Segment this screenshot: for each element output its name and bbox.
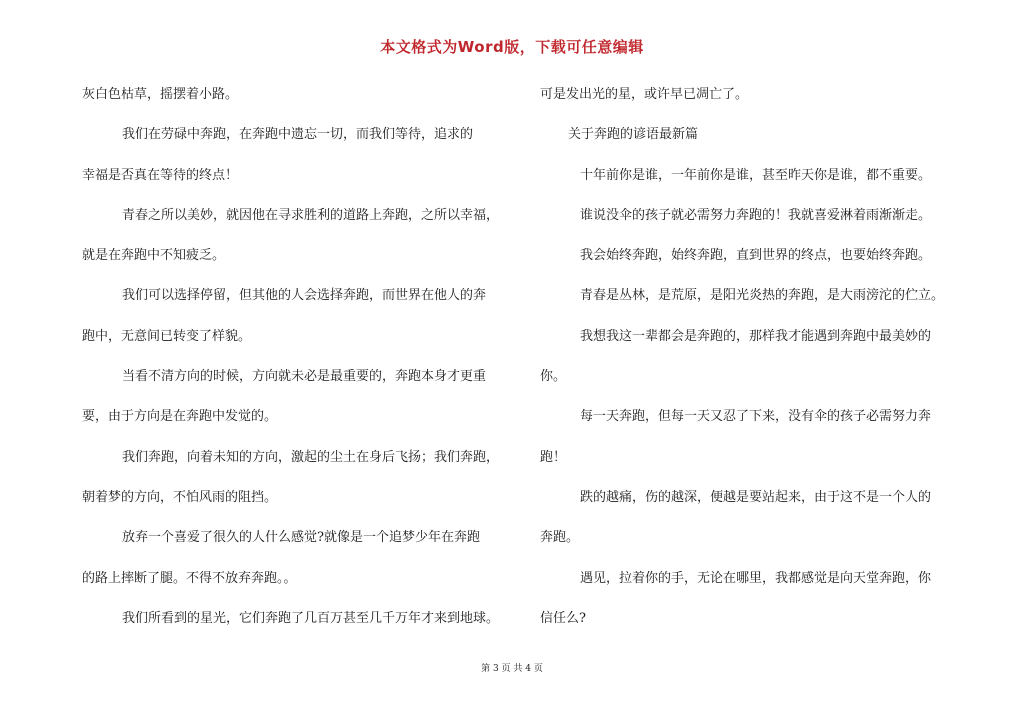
text-line: 我想我这一辈都会是奔跑的，那样我才能遇到奔跑中最美妙的 (580, 328, 932, 344)
document-banner: 本文格式为Word版，下载可任意编辑 (380, 38, 644, 56)
text-line: 你。 (540, 369, 567, 385)
text-line: 我们可以选择停留，但其他的人会选择奔跑，而世界在他人的奔 (122, 288, 487, 304)
text-line: 跌的越痛，伤的越深，便越是要站起来，由于这不是一个人的 (580, 489, 932, 505)
text-line: 当看不清方向的时候，方向就未必是最重要的，奔跑本身才更重 (122, 369, 487, 385)
text-line: 我们所看到的星光，它们奔跑了几百万甚至几千万年才来到地球。 (122, 610, 500, 626)
text-line: 十年前你是谁，一年前你是谁，甚至昨天你是谁，都不重要。 (580, 167, 932, 183)
text-line: 信任么? (540, 610, 586, 626)
text-line: 奔跑。 (540, 530, 580, 546)
text-line: 谁说没伞的孩子就必需努力奔跑的！我就喜爱淋着雨渐渐走。 (580, 207, 932, 223)
right-column (540, 79, 980, 643)
text-line: 跑！ (540, 449, 567, 465)
text-line: 灰白色枯草，摇摆着小路。 (82, 87, 239, 102)
text-line: 我们奔跑，向着未知的方向，激起的尘土在身后飞扬；我们奔跑， (122, 449, 500, 465)
text-line: 跑中，无意间已转变了样貌。 (82, 328, 252, 344)
text-line: 青春之所以美妙，就因他在寻求胜利的道路上奔跑，之所以幸福， (122, 207, 500, 223)
text-line: 我会始终奔跑，始终奔跑，直到世界的终点，也要始终奔跑。 (580, 248, 932, 264)
text-line: 我们在劳碌中奔跑，在奔跑中遗忘一切，而我们等待，追求的 (122, 127, 474, 143)
text-line: 每一天奔跑，但每一天又忍了下来，没有伞的孩子必需努力奔 (580, 409, 932, 425)
text-line: 可是发出光的星，或许早已凋亡了。 (540, 87, 749, 102)
left-column (82, 79, 522, 643)
text-line: 朝着梦的方向，不怕风雨的阻挡。 (82, 489, 278, 505)
text-line: 要，由于方向是在奔跑中发觉的。 (82, 409, 278, 425)
section-heading: 关于奔跑的谚语最新篇 (568, 127, 699, 143)
text-line: 青春是丛林，是荒原，是阳光炎热的奔跑，是大雨滂沱的伫立。 (580, 288, 945, 304)
text-line: 放弃一个喜爱了很久的人什么感觉?就像是一个追梦少年在奔跑 (122, 530, 480, 546)
text-line: 就是在奔跑中不知疲乏。 (82, 248, 226, 264)
page-number: 第 3 页 共 4 页 (481, 664, 543, 674)
text-line: 幸福是否真在等待的终点！ (82, 167, 239, 183)
text-line: 的路上摔断了腿。不得不放弃奔跑。。 (82, 570, 297, 586)
text-line: 遇见，拉着你的手，无论在哪里，我都感觉是向天堂奔跑，你 (580, 570, 932, 586)
